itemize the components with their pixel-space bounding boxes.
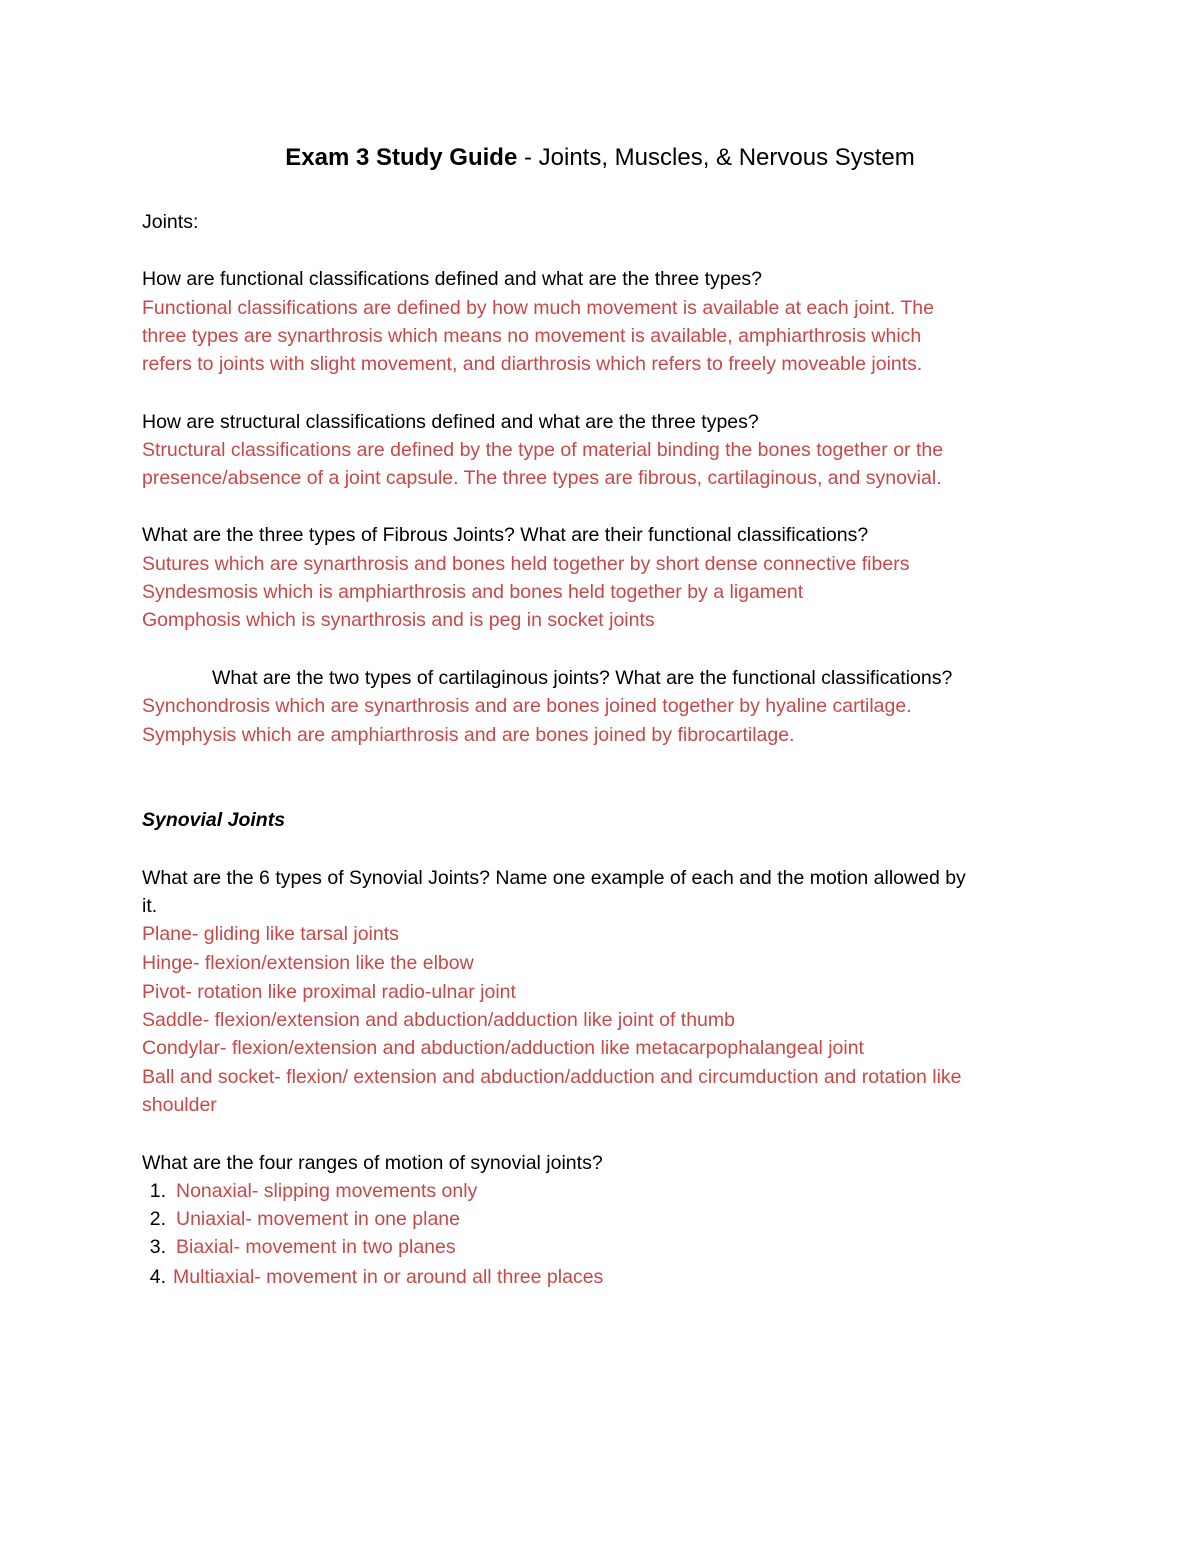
list-item (132, 1205, 460, 1233)
list-item-number: 2. (149, 1208, 166, 1230)
answer-line: Hinge- flexion/extension like the elbow (142, 952, 474, 974)
section-heading-joints: Joints: (142, 211, 199, 233)
question-synovial-types-cont: it. (142, 895, 158, 917)
answer-line: refers to joints with slight movement, and diarthrosis which refers to freely moveable joints. (142, 353, 923, 375)
answer-line: Saddle- flexion/extension and abduction/adduction like joint of thumb (142, 1009, 735, 1031)
list-item (132, 1263, 603, 1291)
answer-line: Syndesmosis which is amphiarthrosis and bones held together by a ligament (142, 581, 804, 603)
list-item-number: 3. (149, 1236, 166, 1258)
answer-line: Pivot- rotation like proximal radio-ulnar joint (142, 981, 516, 1003)
answer-line: Structural classifications are defined by the type of material binding the bones together or the (142, 439, 944, 461)
answer-line: Gomphosis which is synarthrosis and is peg in socket joints (142, 609, 655, 631)
question-synovial-types: What are the 6 types of Synovial Joints? Name one example of each and the motion allowed by (142, 867, 966, 889)
question-cartilaginous-joints: What are the two types of cartilaginous joints? What are the functional classifications? (212, 667, 953, 689)
list-item-number: 1. (149, 1180, 166, 1202)
page-title-bold: Exam 3 Study Guide (285, 144, 518, 171)
question-ranges-of-motion: What are the four ranges of motion of synovial joints? (142, 1152, 603, 1174)
list-item-text: Biaxial- movement in two planes (176, 1236, 456, 1258)
answer-line: Symphysis which are amphiarthrosis and are bones joined by fibrocartilage. (142, 724, 795, 746)
answer-line: Ball and socket- flexion/ extension and abduction/adduction and circumduction and rotation like (142, 1066, 962, 1088)
answer-line: Sutures which are synarthrosis and bones held together by short dense connective fibers (142, 553, 910, 575)
answer-line: three types are synarthrosis which means no movement is available, amphiarthrosis which (142, 325, 922, 347)
answer-line: Condylar- flexion/extension and abduction/adduction like metacarpophalangeal joint (142, 1037, 864, 1059)
question-fibrous-joints: What are the three types of Fibrous Joints? What are their functional classifications? (142, 524, 869, 546)
answer-line: Synchondrosis which are synarthrosis and are bones joined together by hyaline cartilage. (142, 695, 912, 717)
question-structural-classifications: How are structural classifications defined and what are the three types? (142, 411, 759, 433)
answer-line: Plane- gliding like tarsal joints (142, 923, 399, 945)
list-item (132, 1233, 456, 1261)
page-title-rest: - Joints, Muscles, & Nervous System (517, 144, 915, 171)
answer-line: presence/absence of a joint capsule. The three types are fibrous, cartilaginous, and synovial. (142, 467, 942, 489)
question-functional-classifications: How are functional classifications defined and what are the three types? (142, 268, 763, 290)
page-title (0, 142, 1200, 174)
answer-line: Functional classifications are defined by how much movement is available at each joint. The (142, 297, 934, 319)
answer-line: shoulder (142, 1094, 217, 1116)
list-item-text: Nonaxial- slipping movements only (176, 1180, 478, 1202)
list-item-text: Uniaxial- movement in one plane (176, 1208, 460, 1230)
list-item-text: Multiaxial- movement in or around all three places (173, 1266, 604, 1288)
list-item-number: 4. (149, 1266, 166, 1288)
section-heading-synovial-joints: Synovial Joints (142, 809, 286, 831)
list-item (132, 1177, 477, 1205)
